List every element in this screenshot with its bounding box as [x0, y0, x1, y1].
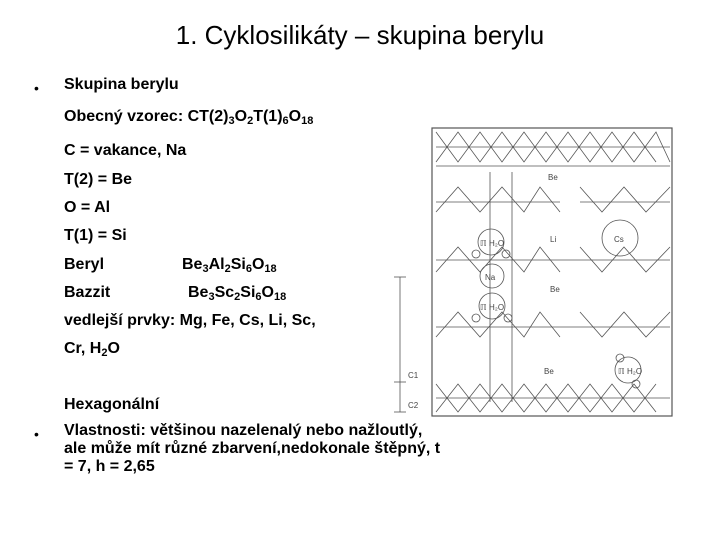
- general-formula: Obecný vzorec: $CT(2)_3O_2T(1)_6O_{18}$: [64, 108, 314, 127]
- label-h2o-3: ℿ H₂O: [618, 367, 643, 376]
- properties-text: Vlastnosti: většinou nazelenalý nebo nažloutlý, ale může mít různé zbarvení,nedokonale štěpný, t = 7, h = 2,65: [64, 422, 441, 475]
- minor-elements-line1: vedlejší prvky: Mg, Fe, Cs, Li, Sc,: [64, 312, 316, 329]
- label-c2: C2: [408, 401, 419, 410]
- assignment-o: O = Al: [64, 199, 111, 216]
- bazzit-name: Bazzit: [64, 284, 111, 301]
- label-be-mid: Be: [550, 285, 560, 294]
- bazzit-formula: $Be_3Sc_2Si_6O_{18}$: [188, 284, 287, 303]
- polyhedra-band-4: [436, 312, 670, 337]
- beryl-structure-diagram: [380, 122, 680, 422]
- label-c1: C1: [408, 371, 419, 380]
- label-be-top: Be: [548, 173, 558, 182]
- polyhedra-band-3: [436, 247, 670, 272]
- symmetry: Hexagonální: [64, 396, 160, 413]
- page-title: 1. Cyklosilikáty – skupina berylu: [175, 20, 545, 50]
- label-h2o-1: ℿ H₂O: [480, 239, 505, 248]
- polyhedra-band-top: [436, 132, 670, 166]
- assignment-t2: T(2) = Be: [64, 171, 133, 188]
- polyhedra-band-2: [436, 187, 670, 212]
- heading: Skupina berylu: [64, 76, 179, 93]
- assignment-t1: T(1) = Si: [64, 227, 127, 244]
- label-h2o-2: ℿ H₂O: [480, 303, 505, 312]
- label-li: Li: [550, 235, 557, 244]
- label-cs: Cs: [614, 235, 624, 244]
- label-na: Na: [485, 273, 496, 282]
- label-be-low: Be: [544, 367, 554, 376]
- bullet-1: •: [34, 80, 39, 96]
- beryl-name: Beryl: [64, 256, 105, 273]
- minor-elements-line2: Cr, $H_2O$: [64, 340, 120, 359]
- assignment-c: C = vakance, Na: [64, 142, 187, 159]
- bullet-2: •: [34, 426, 39, 442]
- beryl-formula: $Be_3Al_2Si_6O_{18}$: [182, 256, 277, 275]
